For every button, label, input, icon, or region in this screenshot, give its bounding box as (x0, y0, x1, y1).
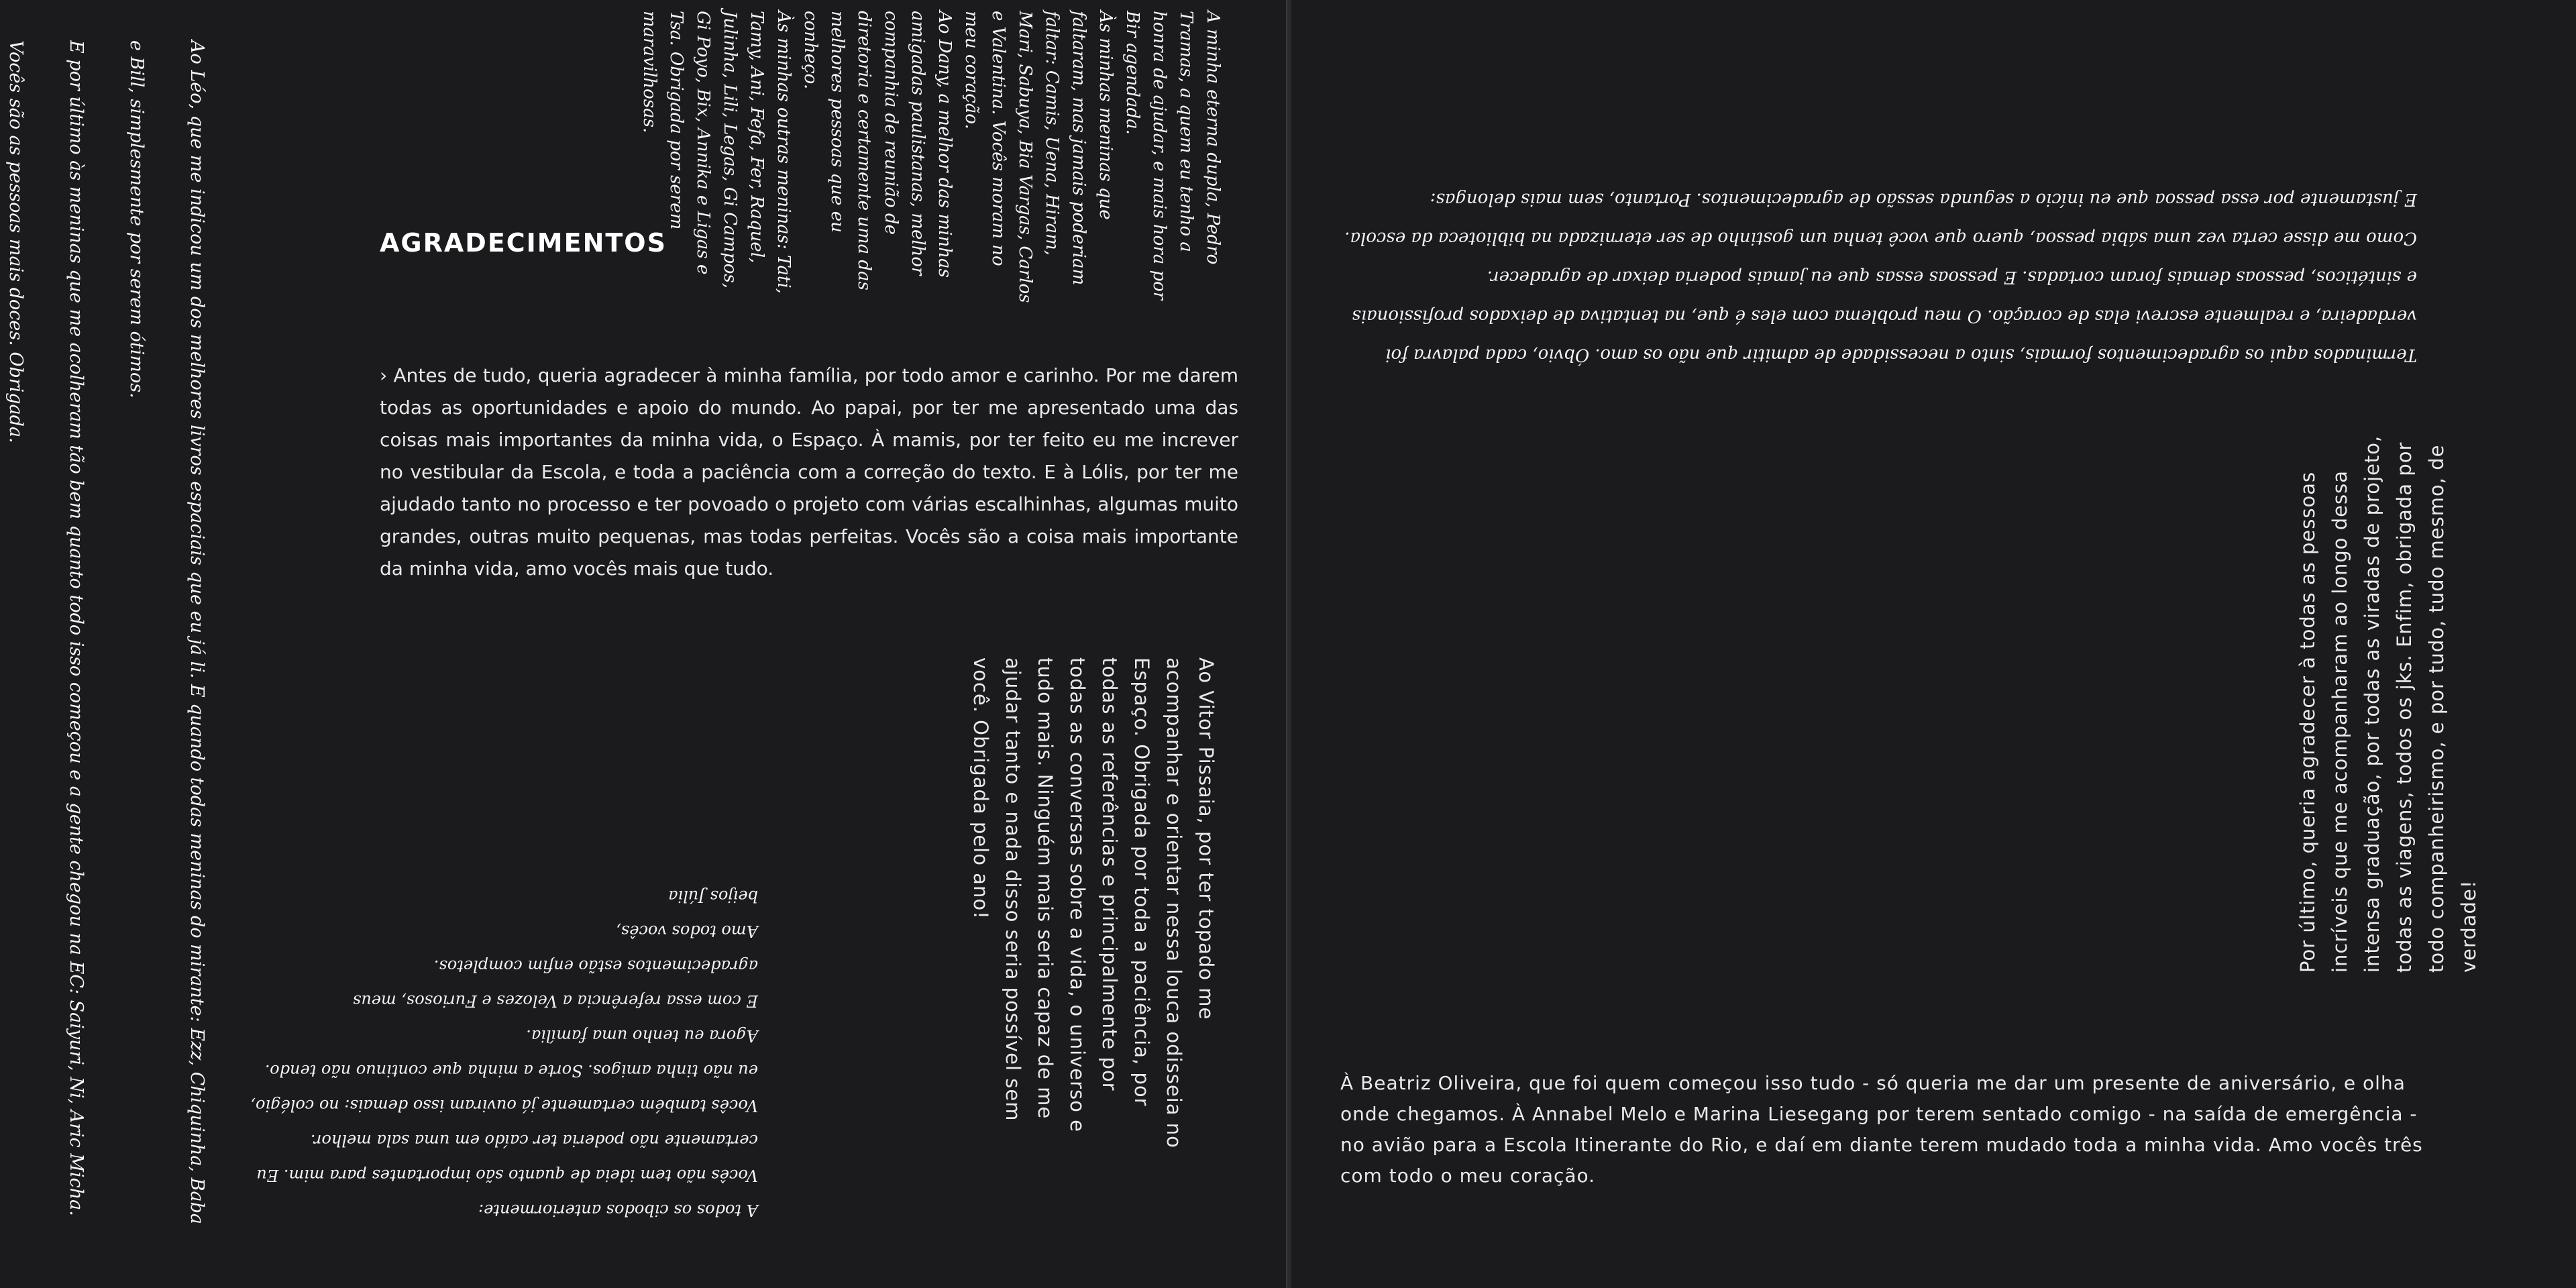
vitor-paragraph: Ao Vitor Pissaia, por ter topado me acompanhar e orientar nessa louca odisseia no Espaço. Obrigada por toda a paciência, por todas as referências e principalmente por todas as conversas sobre a vida, o universo e tudo mais. Ninguém mais seria capaz de me ajudar tanto e nada disso seria possível sem você. Obrigada pelo ano! (969, 657, 1218, 1148)
page-title: AGRADECIMENTOS (380, 228, 667, 258)
closing-paragraph: Por último, queria agradecer à todas as pessoas incríveis que me acompanharam ao longo dessa intensa graduação, por todas as viradas de projeto, todas as viagens, todos os jks. Enfim, obrigada por todo companheirismo, e por tudo, tudo mesmo, de verdade! (2296, 435, 2480, 973)
intro-paragraph: › Antes de tudo, queria agradecer à minha família, por todo amor e carinho. Por me darem todas as oportunidades e apoio do mundo. Ao papai, por ter me apresentado uma das coisas mais importantes da minha vida, o Espaço. À mamis, por ter feito eu me increver no vestibular da Escola, e toda a paciência com a correção do texto. E à Lólis, por ter me ajudado tanto no processo e ter povoado o projeto com várias escalhinhas, algumas muito grandes, outras muito pequenas, mas todas perfeitas. Vocês são a coisa mais importante da minha vida, amo vocês mais que tudo. (380, 364, 1238, 580)
handwritten-dedication-left: Ao Léo, que me indicou um dos melhores livros espaciais que eu já li. E quando todas meninas do mirante: Ezz, Chiquinha, Baba e Bill, simplesmente por serem ótimos. E por último às meninas que me acolheram tão bem quanto todo isso começou e a gente chegou na EC: Saiyuri, Ni, Aric Micha. Vocês são as pessoas mais doces. Obrigada. (5, 40, 207, 1224)
right-page (1290, 0, 2576, 1288)
left-page (0, 0, 1286, 1288)
beatriz-paragraph: À Beatriz Oliveira, que foi quem começou isso tudo - só queria me dar um presente de aniversário, e olha onde chegamos. À Annabel Melo e Marina Liesegang por terem sentado comigo - na saída de emergência - no avião para a Escola Itinerante do Rio, e daí em diante terem mudado toda a minha vida. Amo vocês três com todo o meu coração. (1340, 1072, 2423, 1187)
handwritten-note-upside-down: A todos os cibodos anteriormente: Vocês não tem ideia de quanto são importantes para mim. Eu certamente não poderia ter caído em uma sala melhor. Vocês também certamente já ouviram isso demais: no colégio, eu não tinha amigos. Sorte a minha que continuo não tendo. Agora eu tenho uma família. E com essa referência a Velozes e Furiosos, meus agradecimentos estão enfim completos. Amo todos vocês, beijos Júlia (250, 887, 758, 1220)
handwritten-afterword-upside-down: Terminados aqui os agradecimentos formais, sinto a necessidade de admitir que não os amo. Óbvio, cada palavra foi verdadeira, e realmente escrevi elas de coração. O meu problema com eles é que, na tentativa de deixados profissionais e sintéticos, pessoas demais foram cortadas. E pessoas essas que eu jamais poderia deixar de agradecer. Como me disse certa vez uma sábia pessoa, quero que você tenha um gostinho de ser eternizada na biblioteca da escola. E justamente por essa pessoa que eu início a segunda sessão de agradecimentos. Portanto, sem mais delongas: (1344, 189, 2417, 365)
handwritten-dedication-right: A minha eterna dupla, Pedro Tramas, a quem eu tenho a honra de ajudar, e mais hora por Bir agendada. Às minhas meninas que faltaram, mas jamais poderiam faltar: Camis, Uena, Hiram, Mari, Sabuya, Bia Vargas, Carlos e Valentina. Vocês moram no meu coração. Ao Dany, a melhor das minhas amigadas paulistanas, melhor companhia de reunião de diretoria e certamente uma das melhores pessoas que eu conheço. Às minhas outras meninas: Tati, Tamy, Ani, Fefa, Fer, Raquel, Julinha, Lili, Legas, Gi Campos, Gi Poyo, Bix, Annika e Ligas e Tsa. Obrigada por serem maravilhosas. (639, 11, 1223, 303)
